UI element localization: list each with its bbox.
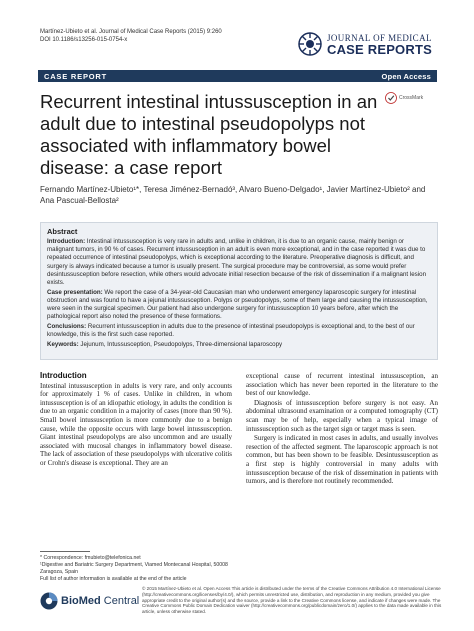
abstract-introduction [47, 238, 431, 287]
article-title: Recurrent intestinal intussusception in an adult due to intestinal pseudopolyps not associated with inflammatory bowel disease: a case report [40, 91, 378, 178]
doi-line: DOI 10.1186/s13256-015-0754-x [40, 37, 128, 43]
biomed-central-logo[interactable] [40, 592, 139, 610]
citation-line: Martínez-Ubieto et al. Journal of Medical Case Reports (2015) 9:260 [40, 29, 222, 35]
affiliation-note: ¹Digestive and Bariatric Surgery Department, Viamed Montecanal Hospital, 50008 Zaragoza, Spain [40, 562, 228, 575]
case-text: We report the case of a 34-year-old Caucasian man who underwent emergency laparoscopic surgery for intestinal obstruction and was found to have a jejunal intussusception. Polyps or pseudopolyps, some of them large and causing the intussusception, were seen in the surgical specimen. Our patient had also undergone surgery for intussusception 10 years before, after which the pathological report also noted the presence of these formations. [47, 288, 428, 321]
abstract-box [40, 222, 438, 360]
author-info-note: Full list of author information is available at the end of the article [40, 576, 187, 582]
case-report-label: CASE REPORT [44, 71, 107, 81]
crossmark-label: CrossMark [399, 95, 424, 101]
body-paragraph: Diagnosis of intussusception before surgery is not easy. An abdominal ultrasound examination or a computed tomography (CT) scan may be of help, especially when a typical image of intussusception such as the target sign or target mass is seen. [246, 398, 438, 433]
citation-header [40, 28, 222, 44]
biomed-central-icon [40, 592, 58, 610]
crossmark-badge[interactable] [385, 92, 423, 104]
case-label: Case presentation: [47, 288, 103, 296]
keywords-text: Jejunum, Intussusception, Pseudopolyps, Three-dimensional laparoscopy [78, 340, 283, 348]
bmc-bold-text: BioMed [61, 595, 101, 607]
bmc-central-text: Central [100, 595, 140, 607]
footnote-divider [40, 551, 90, 552]
journal-name-top: JOURNAL OF MEDICAL [327, 33, 432, 43]
journal-logo[interactable] [297, 31, 447, 59]
keywords-label: Keywords: [47, 340, 79, 348]
journal-name-bottom: CASE REPORTS [327, 42, 432, 57]
article-type-banner [38, 70, 437, 82]
conclusions-label: Conclusions: [47, 323, 87, 331]
body-column-right [246, 372, 438, 487]
open-access-label[interactable]: Open Access [381, 71, 431, 81]
crossmark-icon [385, 92, 397, 104]
footnotes [40, 555, 232, 583]
abstract-keywords [47, 341, 431, 349]
introduction-heading: Introduction [40, 371, 87, 380]
abstract-conclusions [47, 323, 431, 339]
body-column-left [40, 372, 232, 469]
introduction-text: Intestinal intussusception is very rare in adults and, unlike in children, it is due to an organic cause, mainly benign or malignant tumors, in 90 % of cases. Recurrent intussusception in an adult is even more exceptional, and in the case reported it was due to repeated occurrence of intestinal pseudopolyps, which is exceptional according to the literature. Preoperative diagnosis is difficult, and surgery is always indicated because a tumor is usually present. The surgical procedure may be controversial, as some would prefer desintussusception before resection, while others would advocate initial resection because of the risk of dissemination if a malignant lesion exists. [47, 238, 427, 287]
conclusions-text: Recurrent intussusception in adults due to the presence of intestinal pseudopolyps is exceptional and, to the best of our knowledge, this is the first such case reported. [47, 323, 415, 339]
body-paragraph: Surgery is indicated in most cases in adults, and usually involves resection of the affected segment. The laparoscopic approach is not common, but has been shown to be feasible. Desintussusception as a first step is highly controversial in many adults with intussusception because of the risk of dissemination in patients with tumors, and is therefore not routinely recommended. [246, 434, 438, 486]
journal-emblem-icon [297, 31, 323, 57]
license-text: © 2015 Martínez-Ubieto et al. Open Access This article is distributed under the terms of the Creative Commons Attribution 4.0 International License (http://creativecommons.org/licenses/by/4.0/), which permits unrestricted use, distribution, and reproduction in any medium, provided you give appropriate credit to the original author(s) and the source, provide a link to the Creative Commons license, and indicate if changes were made. The Creative Commons Public Domain Dedication waiver (http://creativecommons.org/publicdomain/zero/1.0/) applies to the data made available in this article, unless otherwise stated. [142, 586, 442, 615]
introduction-label: Introduction: [47, 238, 86, 245]
abstract-case-presentation [47, 289, 431, 322]
author-list: Fernando Martínez-Ubieto¹*, Teresa Jiménez-Bernadó³, Alvaro Bueno-Delgado¹, Javier Martínez-Ubieto² and Ana Pascual-Bellosta² [40, 185, 426, 205]
correspondence-note[interactable]: * Correspondence: fmubieto@telefonica.net [40, 555, 141, 561]
biomed-central-wordmark [61, 595, 139, 607]
body-paragraph: Intestinal intussusception in adults is very rare, and only accounts for approximately 1 % of cases. Unlike in children, in whom intussusception is of an idiopathic etiology, in adults the condition is due to an organic condition in a majority of cases (more than 90 %). Small bowel intussusception is more commonly due to a benign cause, while the opposite occurs with large bowel intussusception. Giant intestinal pseudopolyps are also uncommon and are usually associated with mucosal changes in inflammatory bowel disease. The lack of association of these pseudopolyps with ulcerative colitis or Crohn's disease is exceptional. They are an [40, 381, 232, 467]
body-paragraph: exceptional cause of recurrent intestinal intussusception, an association which has never been reported in the literature to the best of our knowledge. [246, 372, 438, 398]
abstract-heading: Abstract [47, 227, 78, 236]
